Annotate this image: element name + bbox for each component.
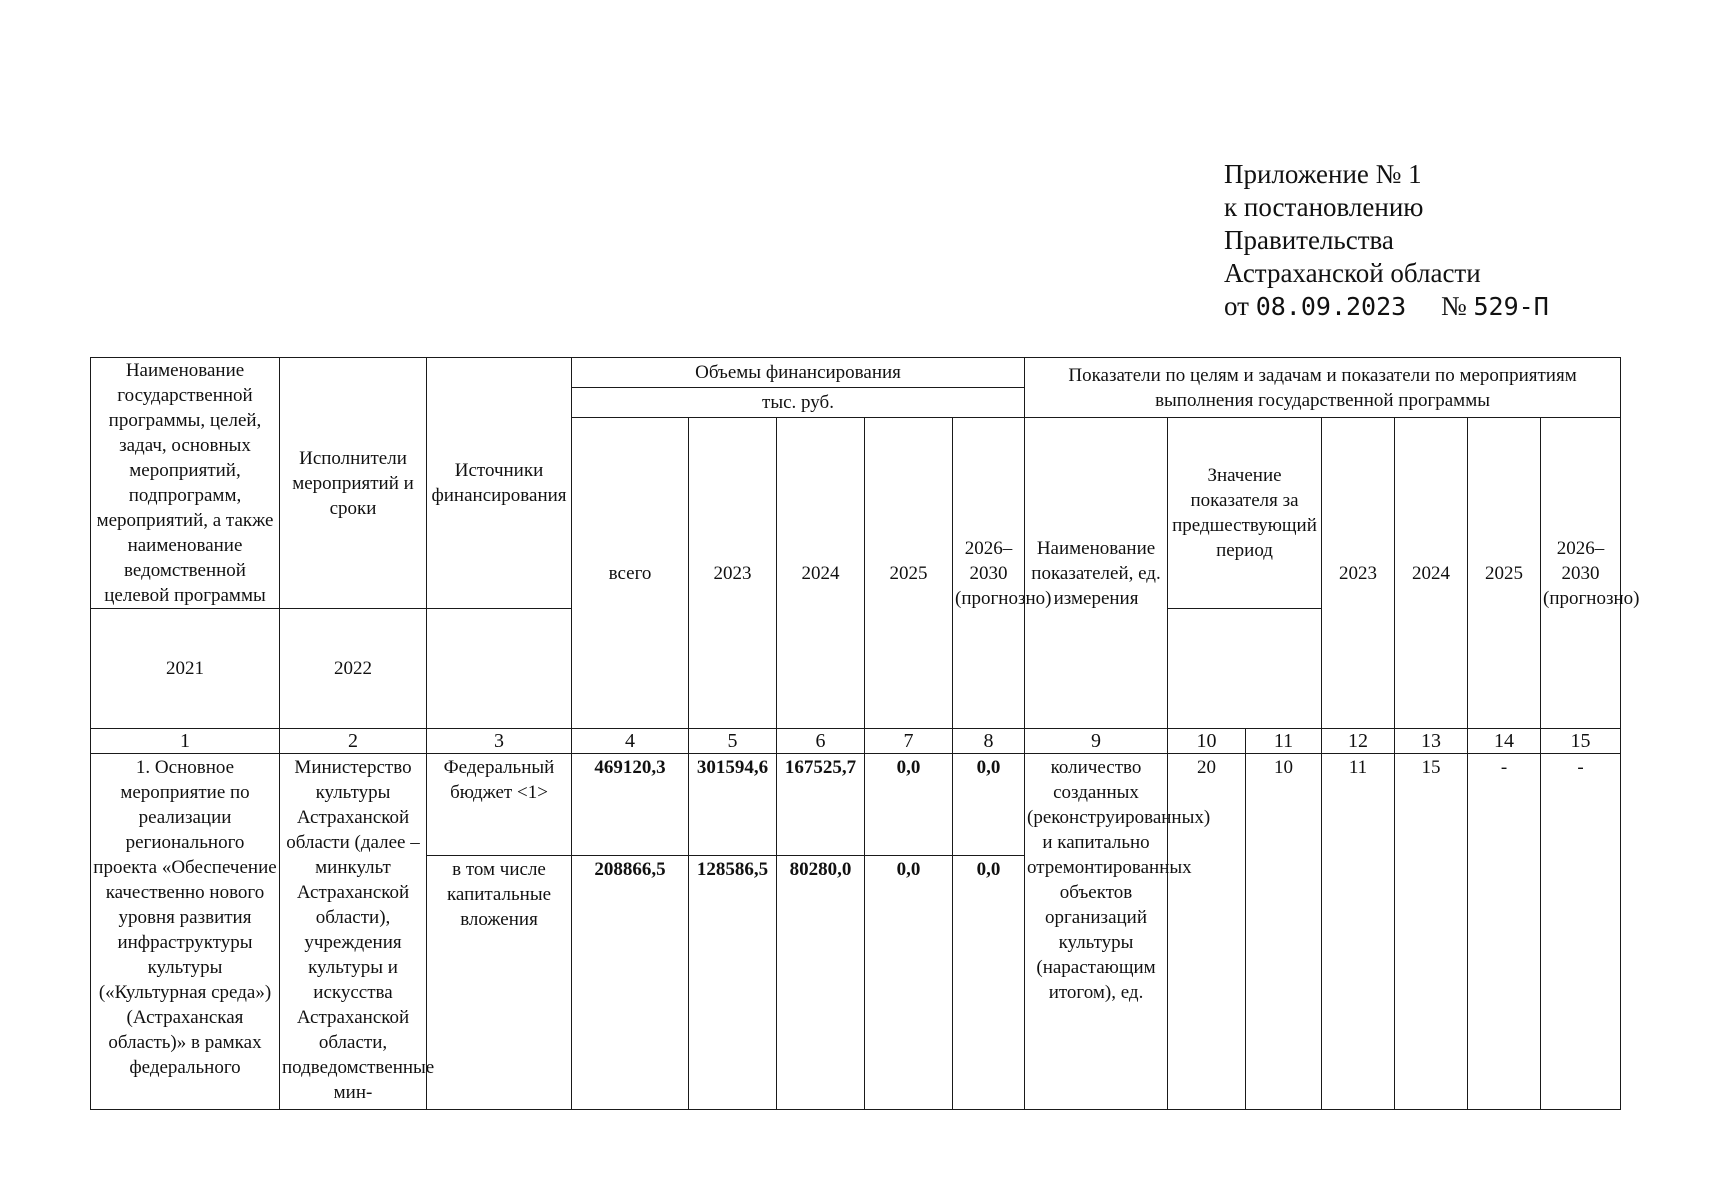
financing-table bbox=[90, 357, 1640, 1110]
header-fund-2026-2030: 2026–2030 (прогнозно) bbox=[953, 418, 1025, 729]
header-ind-2023: 2023 bbox=[1322, 418, 1395, 729]
federal-2025: 0,0 bbox=[865, 754, 953, 856]
row-program-name: 1. Основное мероприятие по реализации регионального проекта «Обеспечение качественно нового уровня развития инфраструктуры культуры («Культурная среда») (Астраханская область)» в рамках федерального bbox=[91, 754, 280, 1110]
capital-2024: 80280,0 bbox=[777, 856, 865, 1110]
appendix-date-line bbox=[1224, 290, 1549, 323]
decree-number: 529-П bbox=[1473, 292, 1549, 321]
column-number: 3 bbox=[427, 729, 572, 754]
federal-total: 469120,3 bbox=[572, 754, 689, 856]
capital-total: 208866,5 bbox=[572, 856, 689, 1110]
federal-2023: 301594,6 bbox=[689, 754, 777, 856]
column-number: 15 bbox=[1541, 729, 1621, 754]
column-number: 2 bbox=[280, 729, 427, 754]
row-executors: Министерство культуры Астраханской области (далее – минкульт Астраханской области), учреждения культуры и искусства Астраханской области, подведомственные мин- bbox=[280, 754, 427, 1110]
header-prev-2021: 2021 bbox=[91, 609, 280, 729]
column-number: 10 bbox=[1168, 729, 1246, 754]
column-number: 1 bbox=[91, 729, 280, 754]
indicator-2026-2030: - bbox=[1541, 754, 1621, 1110]
indicator-2025: - bbox=[1468, 754, 1541, 1110]
federal-2026-2030: 0,0 bbox=[953, 754, 1025, 856]
source-federal-budget: Федеральный бюджет <1> bbox=[427, 754, 572, 856]
column-number: 7 bbox=[865, 729, 953, 754]
header-ind-2024: 2024 bbox=[1395, 418, 1468, 729]
number-prefix: № bbox=[1440, 291, 1467, 321]
header-fund-2025: 2025 bbox=[865, 418, 953, 729]
header-previous-period: Значение показателя за предшествующий период bbox=[1168, 418, 1322, 609]
header-indicator-name: Наименование показателей, ед. измерения bbox=[1025, 418, 1168, 729]
header-total: всего bbox=[572, 418, 689, 729]
header-ind-2025: 2025 bbox=[1468, 418, 1541, 729]
capital-2025: 0,0 bbox=[865, 856, 953, 1110]
capital-2023: 128586,5 bbox=[689, 856, 777, 1110]
column-number: 5 bbox=[689, 729, 777, 754]
source-capital-investments: в том числе капитальные вложения bbox=[427, 856, 572, 1110]
header-ind-2026-2030: 2026–2030 (прогнозно) bbox=[1541, 418, 1621, 729]
column-number: 14 bbox=[1468, 729, 1541, 754]
header-funding-unit: тыс. руб. bbox=[572, 388, 1025, 418]
column-number: 9 bbox=[1025, 729, 1168, 754]
column-number: 8 bbox=[953, 729, 1025, 754]
indicator-2021: 20 bbox=[1168, 754, 1246, 1110]
header-fund-2024: 2024 bbox=[777, 418, 865, 729]
appendix-line-3: Правительства bbox=[1224, 225, 1394, 255]
column-number: 12 bbox=[1322, 729, 1395, 754]
appendix-line-4: Астраханской области bbox=[1224, 258, 1481, 288]
header-sources: Источники финансирования bbox=[427, 358, 572, 609]
date-prefix: от bbox=[1224, 291, 1249, 321]
header-prev-2022: 2022 bbox=[280, 609, 427, 729]
appendix-line-2: к постановлению bbox=[1224, 192, 1424, 222]
header-executors: Исполнители мероприятий и сроки bbox=[280, 358, 427, 609]
decree-date: 08.09.2023 bbox=[1255, 292, 1407, 321]
capital-2026-2030: 0,0 bbox=[953, 856, 1025, 1110]
appendix-title: Приложение № 1 bbox=[1224, 159, 1422, 189]
column-number: 11 bbox=[1246, 729, 1322, 754]
header-indicators: Показатели по целям и задачам и показатели по мероприятиям выполнения государственной программы bbox=[1025, 358, 1621, 418]
row-indicator-name: количество созданных (реконструированных) и капитально отремонтированных объектов организаций культуры (нарастающим итогом), ед. bbox=[1025, 754, 1168, 1110]
header-fund-2023: 2023 bbox=[689, 418, 777, 729]
appendix-block bbox=[1224, 158, 1549, 323]
indicator-2022: 10 bbox=[1246, 754, 1322, 1110]
header-program-name: Наименование государственной программы, целей, задач, основных мероприятий, подпрограмм, мероприятий, а также наименование ведомственной целевой программы bbox=[91, 358, 280, 609]
indicator-2023: 11 bbox=[1322, 754, 1395, 1110]
column-number: 13 bbox=[1395, 729, 1468, 754]
column-number: 6 bbox=[777, 729, 865, 754]
indicator-2024: 15 bbox=[1395, 754, 1468, 1110]
column-number: 4 bbox=[572, 729, 689, 754]
federal-2024: 167525,7 bbox=[777, 754, 865, 856]
header-funding-volumes: Объемы финансирования bbox=[572, 358, 1025, 388]
